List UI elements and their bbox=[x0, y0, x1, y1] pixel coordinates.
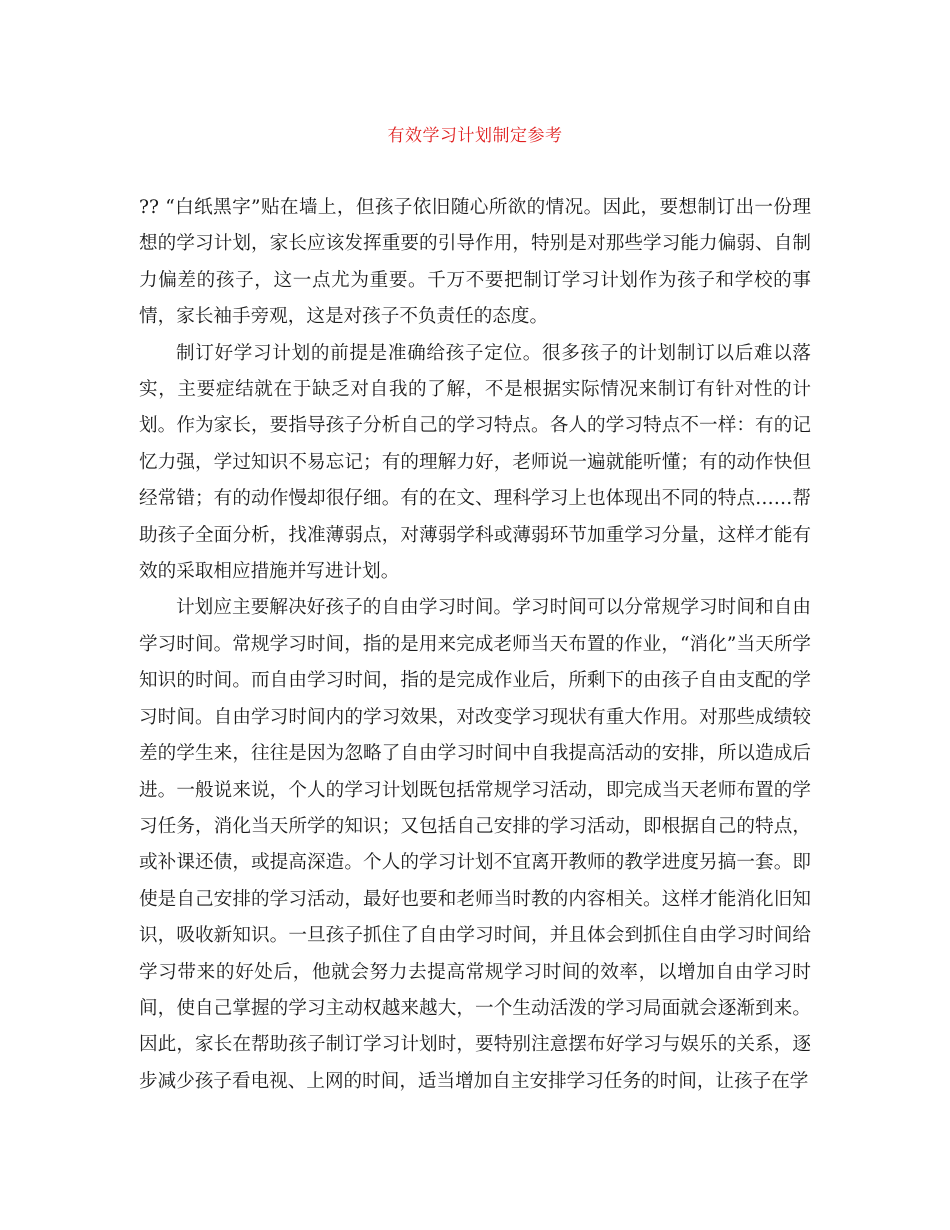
document-body bbox=[139, 190, 811, 1100]
paragraph-2: 制订好学习计划的前提是准确给孩子定位。很多孩子的计划制订以后难以落实，主要症结就在于缺乏对自我的了解，不是根据实际情况来制订有针对性的计划。作为家长，要指导孩子分析自己的学习特点。各人的学习特点不一样：有的记忆力强，学过知识不易忘记；有的理解力好，老师说一遍就能听懂；有的动作快但经常错；有的动作慢却很仔细。有的在文、理科学习上也体现出不同的特点……帮助孩子全面分析，找准薄弱点，对薄弱学科或薄弱环节加重学习分量，这样才能有效的采取相应措施并写进计划。 bbox=[139, 342, 811, 583]
paragraph-3: 计划应主要解决好孩子的自由学习时间。学习时间可以分常规学习时间和自由学习时间。常规学习时间，指的是用来完成老师当天布置的作业，“消化”当天所学知识的时间。而自由学习时间，指的是完成作业后，所剩下的由孩子自由支配的学习时间。自由学习时间内的学习效果，对改变学习现状有重大作用。对那些成绩较差的学生来，往往是因为忽略了自由学习时间中自我提高活动的安排，所以造成后进。一般说来说，个人的学习计划既包括常规学习活动，即完成当天老师布置的学习任务，消化当天所学的知识；又包括自己安排的学习活动，即根据自己的特点，或补课还债，或提高深造。个人的学习计划不宜离开教师的教学进度另搞一套。即使是自己安排的学习活动，最好也要和老师当时教的内容相关。这样才能消化旧知识，吸收新知识。一旦孩子抓住了自由学习时间，并且体会到抓住自由学习时间给学习带来的好处后，他就会努力去提高常规学习时间的效率，以增加自由学习时间，使自己掌握的学习主动权越来越大，一个生动活泼的学习局面就会逐渐到来。因此，家长在帮助孩子制订学习计划时，要特别注意摆布好学习与娱乐的关系，逐步减少孩子看电视、上网的时间，适当增加自主安排学习任务的时间，让孩子在学 bbox=[139, 597, 811, 1092]
document-title: 有效学习计划制定参考 bbox=[387, 126, 563, 146]
paragraph-1: ?? “白纸黑字”贴在墙上，但孩子依旧随心所欲的情况。因此，要想制订出一份理想的学习计划，家长应该发挥重要的引导作用，特别是对那些学习能力偏弱、自制力偏差的孩子，这一点尤为重要。千万不要把制订学习计划作为孩子和学校的事情，家长袖手旁观，这是对孩子不负责任的态度。 bbox=[139, 197, 811, 328]
